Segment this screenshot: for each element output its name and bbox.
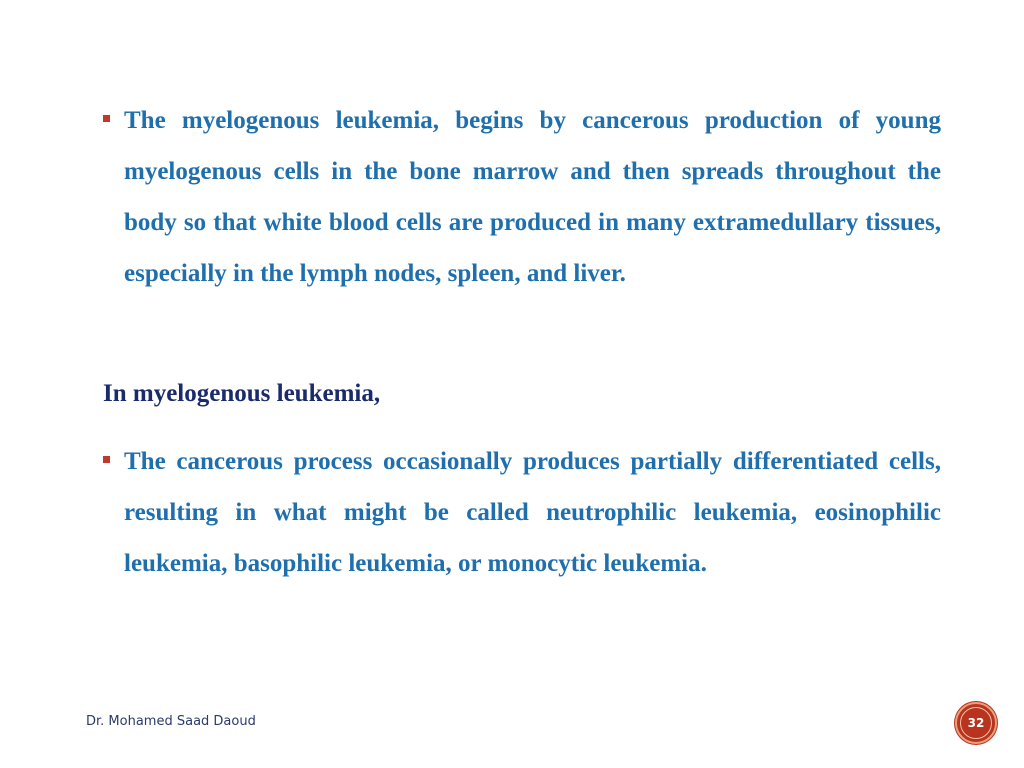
square-bullet-icon	[103, 115, 110, 122]
bullet-text: The cancerous process occasionally produces partially differentiated cells, resulting in what might be called neutrophilic leukemia, eosinophilic leukemia, basophilic leukemia, or monocytic leukemia.	[124, 448, 941, 577]
footer-author: Dr. Mohamed Saad Daoud	[86, 714, 256, 729]
square-bullet-icon	[103, 456, 110, 463]
bullet-item	[103, 95, 941, 299]
page-number-badge	[955, 702, 997, 744]
page-number: 32	[967, 716, 985, 730]
bullet-item	[103, 436, 941, 589]
page-badge-ring	[960, 707, 992, 739]
section-subheading: In myelogenous leukemia,	[103, 380, 381, 407]
bullet-text: The myelogenous leukemia, begins by cancerous production of young myelogenous cells in the bone marrow and then spreads throughout the body so that white blood cells are produced in many extramedullary tissues, especially in the lymph nodes, spleen, and liver.	[124, 107, 941, 287]
